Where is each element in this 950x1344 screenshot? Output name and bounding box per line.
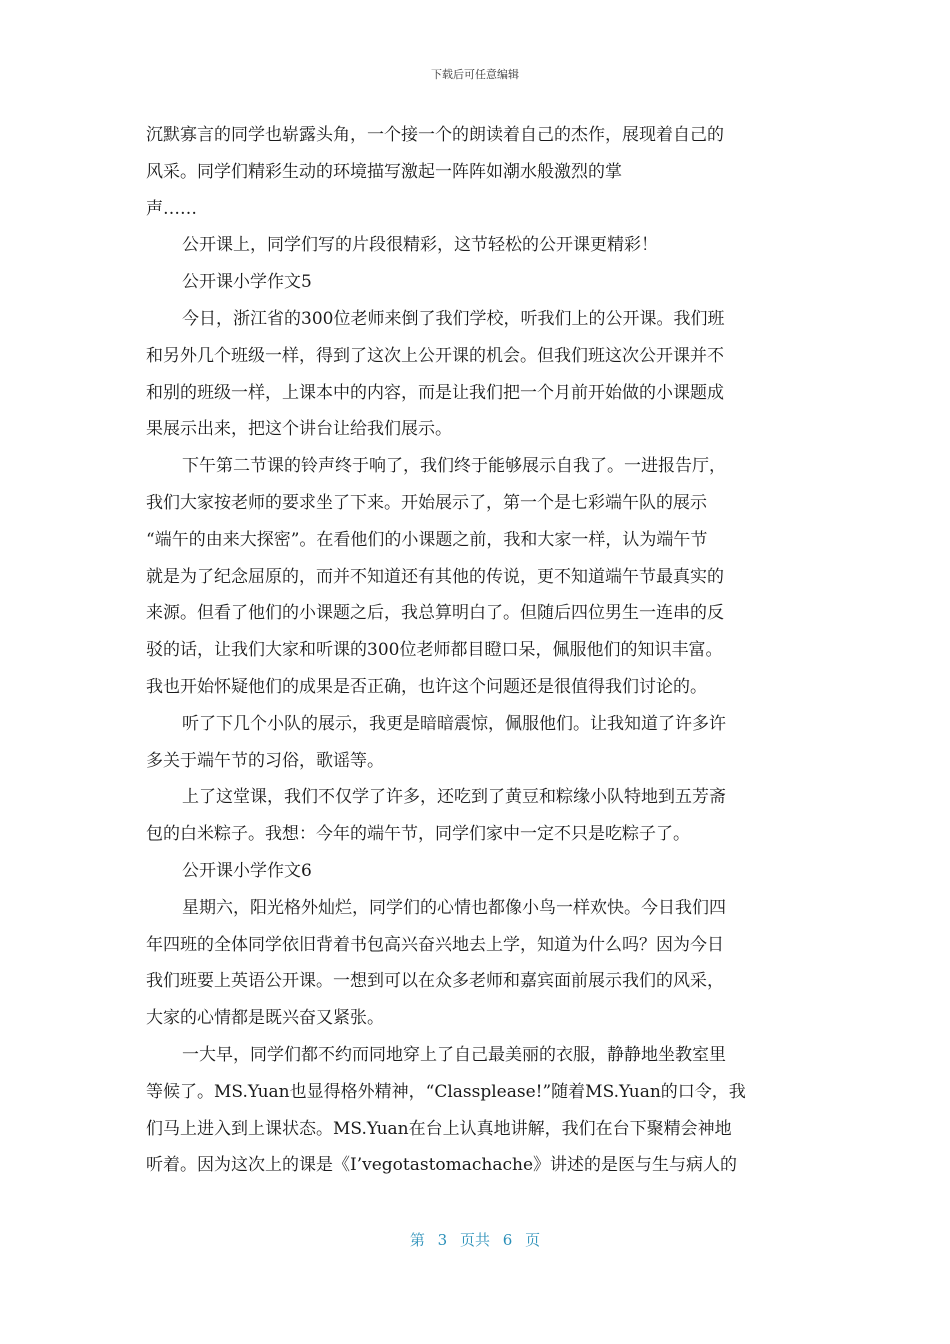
text-line: 上了这堂课，我们不仅学了许多，还吃到了黄豆和粽缘小队特地到五芳斋 [182,787,726,808]
text-line: 听着。因为这次上的课是《I’vegotastomachache》讲述的是医与生与病人的 [146,1155,738,1176]
text-line: 一大早，同学们都不约而同地穿上了自己最美丽的衣服，静静地坐教室里 [182,1044,726,1065]
text-line: 今日，浙江省的300位老师来倒了我们学校，听我们上的公开课。我们班 [182,308,725,329]
text-line: 多关于端午节的习俗，歌谣等。 [146,750,384,771]
text-line: 我们大家按老师的要求坐了下来。开始展示了，第一个是七彩端午队的展示 [146,492,707,513]
text-line: 下午第二节课的铃声终于响了，我们终于能够展示自我了。一进报告厅， [182,456,726,477]
text-line: 我们班要上英语公开课。一想到可以在众多老师和嘉宾面前展示我们的风采， [146,971,724,992]
text-line: 公开课小学作文5 [182,272,312,293]
page-footer: 第 3 页共 6 页 [409,1231,541,1249]
document-body [146,117,806,1184]
text-line: 大家的心情都是既兴奋又紧张。 [146,1008,384,1029]
text-line: 我也开始怀疑他们的成果是否正确，也许这个问题还是很值得我们讨论的。 [146,676,707,697]
text-line: 驳的话，让我们大家和听课的300位老师都目瞪口呆，佩服他们的知识丰富。 [146,640,723,661]
text-line: 星期六，阳光格外灿烂，同学们的心情也都像小鸟一样欢快。今日我们四 [182,897,726,918]
text-line: 年四班的全体同学依旧背着书包高兴奋兴地去上学，知道为什么吗？因为今日 [146,934,724,955]
text-line: 公开课上，同学们写的片段很精彩，这节轻松的公开课更精彩！ [182,235,658,256]
text-line: 就是为了纪念屈原的，而并不知道还有其他的传说，更不知道端午节最真实的 [146,566,724,587]
text-line: 和另外几个班级一样，得到了这次上公开课的机会。但我们班这次公开课并不 [146,345,724,366]
text-line: 来源。但看了他们的小课题之后，我总算明白了。但随后四位男生一连串的反 [146,603,724,624]
text-line: 和别的班级一样，上课本中的内容，而是让我们把一个月前开始做的小课题成 [146,382,724,403]
text-line: 听了下几个小队的展示，我更是暗暗震惊，佩服他们。让我知道了许多许 [182,713,726,734]
text-line: 风采。同学们精彩生动的环境描写激起一阵阵如潮水般激烈的掌 [146,161,622,182]
text-line: “端午的由来大探密”。在看他们的小课题之前，我和大家一样，认为端午节 [146,529,708,550]
text-line: 们马上进入到上课状态。MS.Yuan在台上认真地讲解，我们在台下聚精会神地 [146,1118,732,1139]
text-line: 声…… [146,198,197,219]
text-line: 包的白米粽子。我想：今年的端午节，同学们家中一定不只是吃粽子了。 [146,824,690,845]
page-header: 下载后可任意编辑 [431,68,519,81]
text-line: 公开课小学作文6 [182,860,312,881]
text-line: 等候了。MS.Yuan也显得格外精神，“Classplease!”随着MS.Yuan的口令，我 [146,1081,746,1102]
text-line: 沉默寡言的同学也崭露头角，一个接一个的朗读着自己的杰作，展现着自己的 [146,125,724,145]
text-line: 果展示出来，把这个讲台让给我们展示。 [146,419,452,440]
